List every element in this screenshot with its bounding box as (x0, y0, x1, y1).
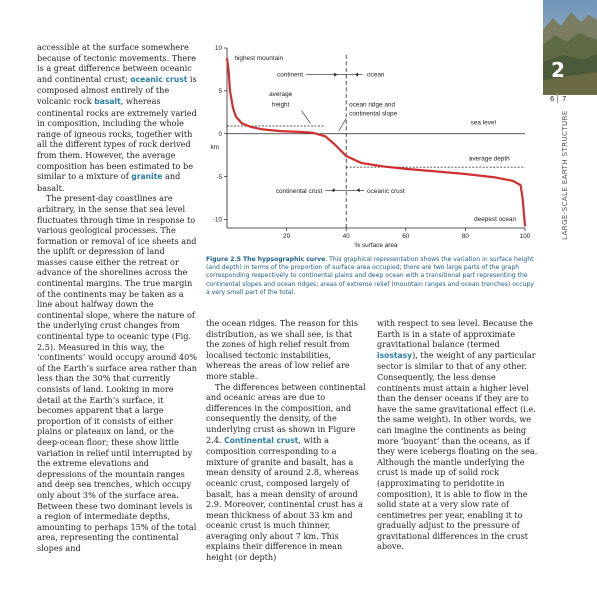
body-text: , with a composition corresponding to a mixture of granite and basalt, has a mean density of around 2.8, whereas oceanic crust, composed largely of basalt, has a mean density of around 2.9. Moreover, continental crust has a mean thickness of about 33 km and oceanic crust is much thinner, averaging only about 7 km. This explains their difference in mean height (or depth) (206, 434, 363, 563)
section-title-text: LARGE-SCALE EARTH STRUCTURE (560, 110, 569, 240)
body-text: with respect to sea level. Because the Earth is in a state of approximate gravitational balance (termed (377, 318, 533, 350)
y-tick-label: -10 (212, 216, 222, 224)
label-continental-crust: continental crust (275, 187, 323, 195)
body-text: The differences between continental and oceanic areas are due to differences in the composition, and consequently the density, of the underlying crust as shown in Figure 2.4. (206, 381, 366, 445)
caption-text: . This graphical representation shows the variation in surface height (and depth) in terms of the proportion of surface area occupied; there are two large parts of the graph corresponding respectively to continental plains and deep ocean with a transitional part representing the continental slopes and ocean ridges; areas of extreme relief (mountain ranges and ocean trenches) occupy a very small part of the total. (206, 256, 534, 296)
keyword-oceanic-crust: oceanic crust (130, 74, 188, 84)
label-ocean: ocean (367, 71, 385, 79)
label-average-height-2: height (271, 101, 290, 109)
body-text: , whereas continental rocks are extremely varied in composition, including the whole range of igneous rocks, together with all the different types of rock derived from them. However, the average composition has been estimated to be similar to a mixture of (37, 95, 197, 182)
label-deepest-ocean: deepest ocean (474, 216, 517, 224)
page-number-divider (557, 93, 558, 103)
label-highest-mountain: highest mountain (234, 55, 284, 62)
y-tick-label: 5 (218, 88, 222, 96)
label-average-depth: average depth (468, 155, 510, 163)
body-text: accessible at the surface somewhere because of tectonic movements. There is a great difference between oceanic and continental crust; (37, 42, 196, 84)
label-ocean-ridge-1: ocean ridge and (349, 101, 396, 109)
label-oceanic-crust: oceanic crust (367, 187, 405, 195)
text-column-2 (206, 318, 368, 563)
keyword-basalt: basalt (94, 96, 121, 106)
keyword-continental-crust: Continental crust (224, 435, 299, 445)
x-tick-label: 80 (461, 233, 469, 240)
body-text: ), the weight of any particular sector is similar to that of any other. Consequently, the less dense continents must attain a higher level than the denser oceans if they are to have the same gravitational effect (i.e. the same weight). In other words, we can imagine the continents as being more ‘buoyant’ than the oceans, as if they were icebergs floating on the sea. Although the mantle underlying the crust is made up of solid rock (approximating to peridotite in composition), it is able to flow in the solid state at a very slow rate of centimetres per year, enabling it to gradually adjust to the pressure of gravitational differences in the crust above. (377, 349, 538, 552)
keyword-granite: granite (131, 172, 163, 182)
paragraph (377, 318, 539, 552)
chapter-number: 2 (551, 58, 565, 82)
text-column-3 (377, 318, 539, 552)
caption-title: The hypsographic curve (242, 256, 326, 263)
x-tick-label: 40 (342, 233, 350, 240)
figure-caption (206, 256, 536, 297)
x-tick-label: 100 (519, 233, 531, 240)
body-text: is composed almost entirely of the volcanic rock (37, 73, 197, 106)
keyword-isostasy: isostasy (377, 350, 413, 360)
label-average-height-1: average (269, 91, 293, 98)
ocean-ridge-pointer (339, 118, 346, 131)
paragraph (37, 42, 197, 193)
y-tick-label: -5 (216, 173, 222, 181)
caption-figure-number: Figure 2.5 (206, 256, 242, 263)
text-column-1 (37, 42, 197, 554)
x-tick-label: 60 (402, 233, 410, 240)
paragraph (206, 382, 368, 563)
hypsographic-curve (227, 58, 525, 226)
x-tick-label: 20 (283, 233, 291, 240)
hypsographic-chart (205, 40, 540, 252)
page-numbers (543, 92, 597, 106)
paragraph: The present-day coastlines are arbitrary, in the sense that sea level fluctuates through time in response to various geological processes. The formation or removal of ice sheets and the uplift or depression of land masses cause either the retreat or advance of the shorelines across the continental margins. The true margin of the continents may be taken as a line about halfway down the continental slope, where the nature of the underlying crust changes from continental type to oceanic type (Fig. 2.5). Measured in this way, the ‘continents’ would occupy around 40% of the Earth’s surface area rather than less than the 30% that currently consists of land. Looking in more detail at the Earth’s surface, it becomes apparent that a large proportion of it consists of either plains or plateaux on land, or the deep-ocean floor; these show little variation in relief until interrupted by the extreme elevations and depressions of the mountain ranges and deep sea trenches, which occupy only about 3% of the surface area. Between these two dominant levels is a region of intermediate depths, amounting to perhaps 15% of the total area, representing the continental slopes and (37, 193, 197, 553)
y-axis-label: km (210, 144, 219, 152)
label-continent: continent (277, 71, 303, 79)
page-number-right: 7 (562, 95, 567, 103)
average-height-pointer (302, 111, 311, 124)
y-tick-label: 10 (214, 45, 222, 53)
paragraph: the ocean ridges. The reason for this distribution, as we shall see, is that the zones of high relief result from localised tectonic instabilities, whereas the areas of low relief are more stable. (206, 318, 358, 381)
page-number-left: 6 (550, 95, 555, 103)
label-ocean-ridge-2: continental slope (349, 110, 398, 118)
y-tick-label: 0 (218, 130, 222, 138)
label-sea-level: sea level (470, 119, 496, 127)
body-text: and basalt. (37, 171, 181, 193)
x-axis-label: % surface area (354, 242, 398, 249)
